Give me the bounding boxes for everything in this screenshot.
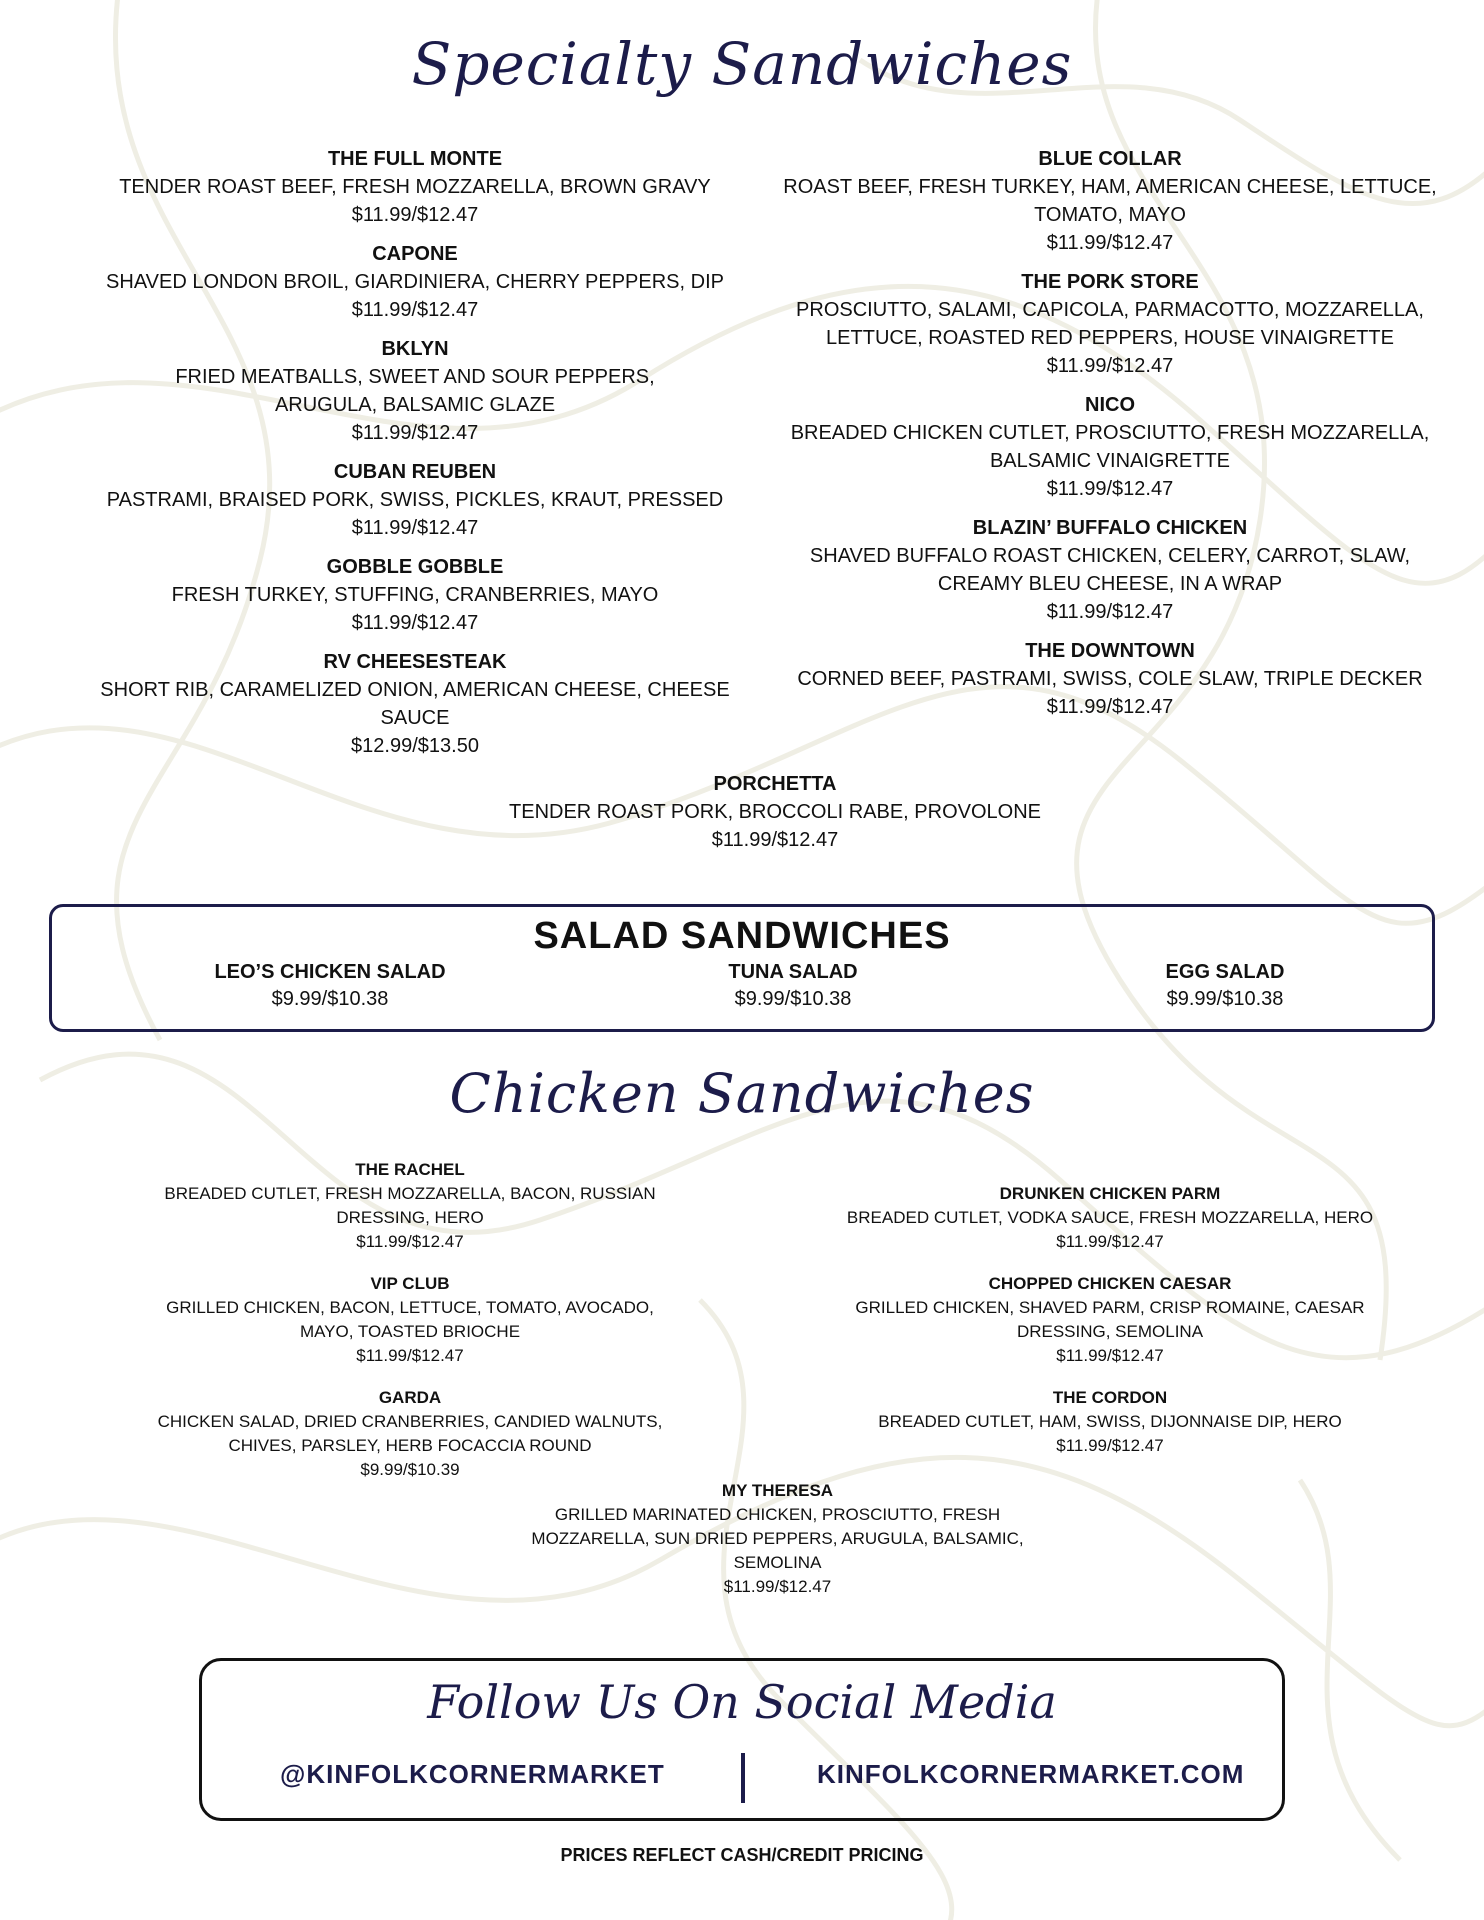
item-price: $11.99/$12.47 (351, 517, 479, 539)
item-description: FRIED MEATBALLS, SWEET AND SOUR PEPPERS, ARUGULA, BALSAMIC GLAZE (175, 366, 655, 416)
item-description: BREADED CHICKEN CUTLET, PROSCIUTTO, FRESH MOZZARELLA, BALSAMIC VINAIGRETTE (790, 422, 1430, 472)
item-description: SHAVED BUFFALO ROAST CHICKEN, CELERY, CARROT, SLAW, CREAMY BLEU CHEESE, IN A WRAP (809, 545, 1411, 595)
menu-item (500, 1479, 1055, 1599)
item-price: $11.99/$12.47 (351, 299, 479, 321)
item-name: THE CORDON (1052, 1388, 1168, 1407)
item-name: PORCHETTA (713, 773, 837, 795)
item-name: CUBAN REUBEN (333, 461, 497, 483)
specialty-right-column (780, 146, 1440, 733)
item-price: $11.99/$12.47 (711, 829, 839, 851)
item-description: BREADED CUTLET, HAM, SWISS, DIJONNAISE DIP, HERO (878, 1412, 1342, 1431)
item-price: $11.99/$12.47 (1056, 1436, 1164, 1455)
menu-item (830, 1182, 1390, 1254)
item-description: GRILLED CHICKEN, BACON, LETTUCE, TOMATO, AVOCADO, MAYO, TOASTED BRIOCHE (166, 1298, 654, 1341)
menu-item (780, 392, 1440, 503)
item-price: $9.99/$10.39 (360, 1460, 460, 1479)
item-name: THE FULL MONTE (327, 148, 503, 170)
chicken-sandwiches-heading: Chicken Sandwiches (449, 1062, 1035, 1125)
item-price: $11.99/$12.47 (1046, 355, 1174, 377)
item-price: $11.99/$12.47 (1046, 601, 1174, 623)
item-name: THE DOWNTOWN (1025, 640, 1195, 662)
item-description: ROAST BEEF, FRESH TURKEY, HAM, AMERICAN CHEESE, LETTUCE, TOMATO, MAYO (783, 176, 1437, 226)
chicken-left-column (140, 1158, 680, 1500)
salad-sandwiches-box (49, 904, 1435, 1032)
item-price: $11.99/$12.47 (1046, 232, 1174, 254)
menu-item (90, 336, 740, 447)
menu-item (140, 1272, 680, 1368)
menu-item (613, 959, 973, 1013)
item-price: $11.99/$12.47 (351, 422, 479, 444)
item-price: $11.99/$12.47 (356, 1232, 464, 1251)
item-name: RV CHEESESTEAK (323, 651, 507, 673)
item-price: $11.99/$12.47 (1046, 478, 1174, 500)
menu-item (90, 241, 740, 324)
menu-item (150, 959, 510, 1013)
menu-item (1045, 959, 1405, 1013)
menu-item (90, 146, 740, 229)
menu-item (780, 638, 1440, 721)
item-price: $11.99/$12.47 (351, 204, 479, 226)
item-name: BKLYN (381, 338, 449, 360)
item-price: $12.99/$13.50 (351, 735, 479, 757)
item-price: $11.99/$12.47 (1046, 696, 1174, 718)
item-description: FRESH TURKEY, STUFFING, CRANBERRIES, MAYO (171, 584, 659, 606)
menu-item (140, 1158, 680, 1254)
item-name: GARDA (378, 1388, 442, 1407)
social-media-heading: Follow Us On Social Media (427, 1675, 1057, 1729)
item-description: TENDER ROAST PORK, BROCCOLI RABE, PROVOLONE (509, 801, 1041, 823)
menu-item (140, 1386, 680, 1482)
item-description: SHAVED LONDON BROIL, GIARDINIERA, CHERRY PEPPERS, DIP (106, 271, 724, 293)
item-price: $11.99/$12.47 (356, 1346, 464, 1365)
item-description: GRILLED CHICKEN, SHAVED PARM, CRISP ROMAINE, CAESAR DRESSING, SEMOLINA (855, 1298, 1365, 1341)
item-name: NICO (1085, 394, 1135, 416)
item-description: GRILLED MARINATED CHICKEN, PROSCIUTTO, FRESH MOZZARELLA, SUN DRIED PEPPERS, ARUGULA, BALSAMIC, SEMOLINA (531, 1505, 1024, 1572)
item-name: BLAZIN’ BUFFALO CHICKEN (972, 517, 1248, 539)
item-price: $9.99/$10.38 (1166, 988, 1284, 1010)
item-description: CHICKEN SALAD, DRIED CRANBERRIES, CANDIED WALNUTS, CHIVES, PARSLEY, HERB FOCACCIA ROUND (157, 1412, 663, 1455)
chicken-right-column (830, 1182, 1390, 1476)
item-price: $11.99/$12.47 (723, 1577, 832, 1596)
salad-sandwiches-heading: SALAD SANDWICHES (533, 915, 951, 957)
menu-item (90, 459, 740, 542)
item-name: CHOPPED CHICKEN CAESAR (988, 1274, 1232, 1293)
item-price: $11.99/$12.47 (1056, 1232, 1164, 1251)
item-description: SHORT RIB, CARAMELIZED ONION, AMERICAN CHEESE, CHEESE SAUCE (100, 679, 730, 729)
divider (741, 1753, 745, 1803)
item-name: LEO’S CHICKEN SALAD (214, 961, 446, 983)
item-price: $9.99/$10.38 (734, 988, 852, 1010)
item-price: $9.99/$10.38 (271, 988, 389, 1010)
item-name: THE RACHEL (355, 1160, 465, 1179)
menu-item (830, 1272, 1390, 1368)
item-name: VIP CLUB (370, 1274, 450, 1293)
item-description: BREADED CUTLET, FRESH MOZZARELLA, BACON, RUSSIAN DRESSING, HERO (164, 1184, 656, 1227)
specialty-sandwiches-heading: Specialty Sandwiches (411, 30, 1073, 98)
item-description: TENDER ROAST BEEF, FRESH MOZZARELLA, BROWN GRAVY (119, 176, 711, 198)
menu-item (830, 1386, 1390, 1458)
item-description: CORNED BEEF, PASTRAMI, SWISS, COLE SLAW, TRIPLE DECKER (797, 668, 1423, 690)
item-name: TUNA SALAD (728, 961, 858, 983)
item-name: CAPONE (372, 243, 458, 265)
menu-item (460, 771, 1090, 854)
pricing-note: PRICES REFLECT CASH/CREDIT PRICING (560, 1845, 924, 1865)
menu-item (780, 146, 1440, 257)
item-name: EGG SALAD (1165, 961, 1285, 983)
item-price: $11.99/$12.47 (351, 612, 479, 634)
specialty-left-column (90, 146, 740, 772)
item-description: BREADED CUTLET, VODKA SAUCE, FRESH MOZZARELLA, HERO (846, 1208, 1374, 1227)
menu-item (90, 649, 740, 760)
specialty-center-item (460, 771, 1090, 866)
item-price: $11.99/$12.47 (1056, 1346, 1164, 1365)
chicken-center-item (500, 1479, 1055, 1617)
item-description: PROSCIUTTO, SALAMI, CAPICOLA, PARMACOTTO, MOZZARELLA, LETTUCE, ROASTED RED PEPPERS, HOUSE VINAIGRETTE (796, 299, 1424, 349)
item-description: PASTRAMI, BRAISED PORK, SWISS, PICKLES, KRAUT, PRESSED (106, 489, 724, 511)
social-media-box (199, 1658, 1285, 1821)
item-name: GOBBLE GOBBLE (326, 556, 504, 578)
instagram-handle-link[interactable]: @KINFOLKCORNERMARKET (280, 1759, 665, 1789)
item-name: DRUNKEN CHICKEN PARM (999, 1184, 1221, 1203)
website-link[interactable]: KINFOLKCORNERMARKET.COM (817, 1759, 1245, 1789)
item-name: MY THERESA (721, 1481, 834, 1500)
item-name: THE PORK STORE (1021, 271, 1199, 293)
menu-item (780, 515, 1440, 626)
menu-item (90, 554, 740, 637)
menu-item (780, 269, 1440, 380)
item-name: BLUE COLLAR (1038, 148, 1182, 170)
